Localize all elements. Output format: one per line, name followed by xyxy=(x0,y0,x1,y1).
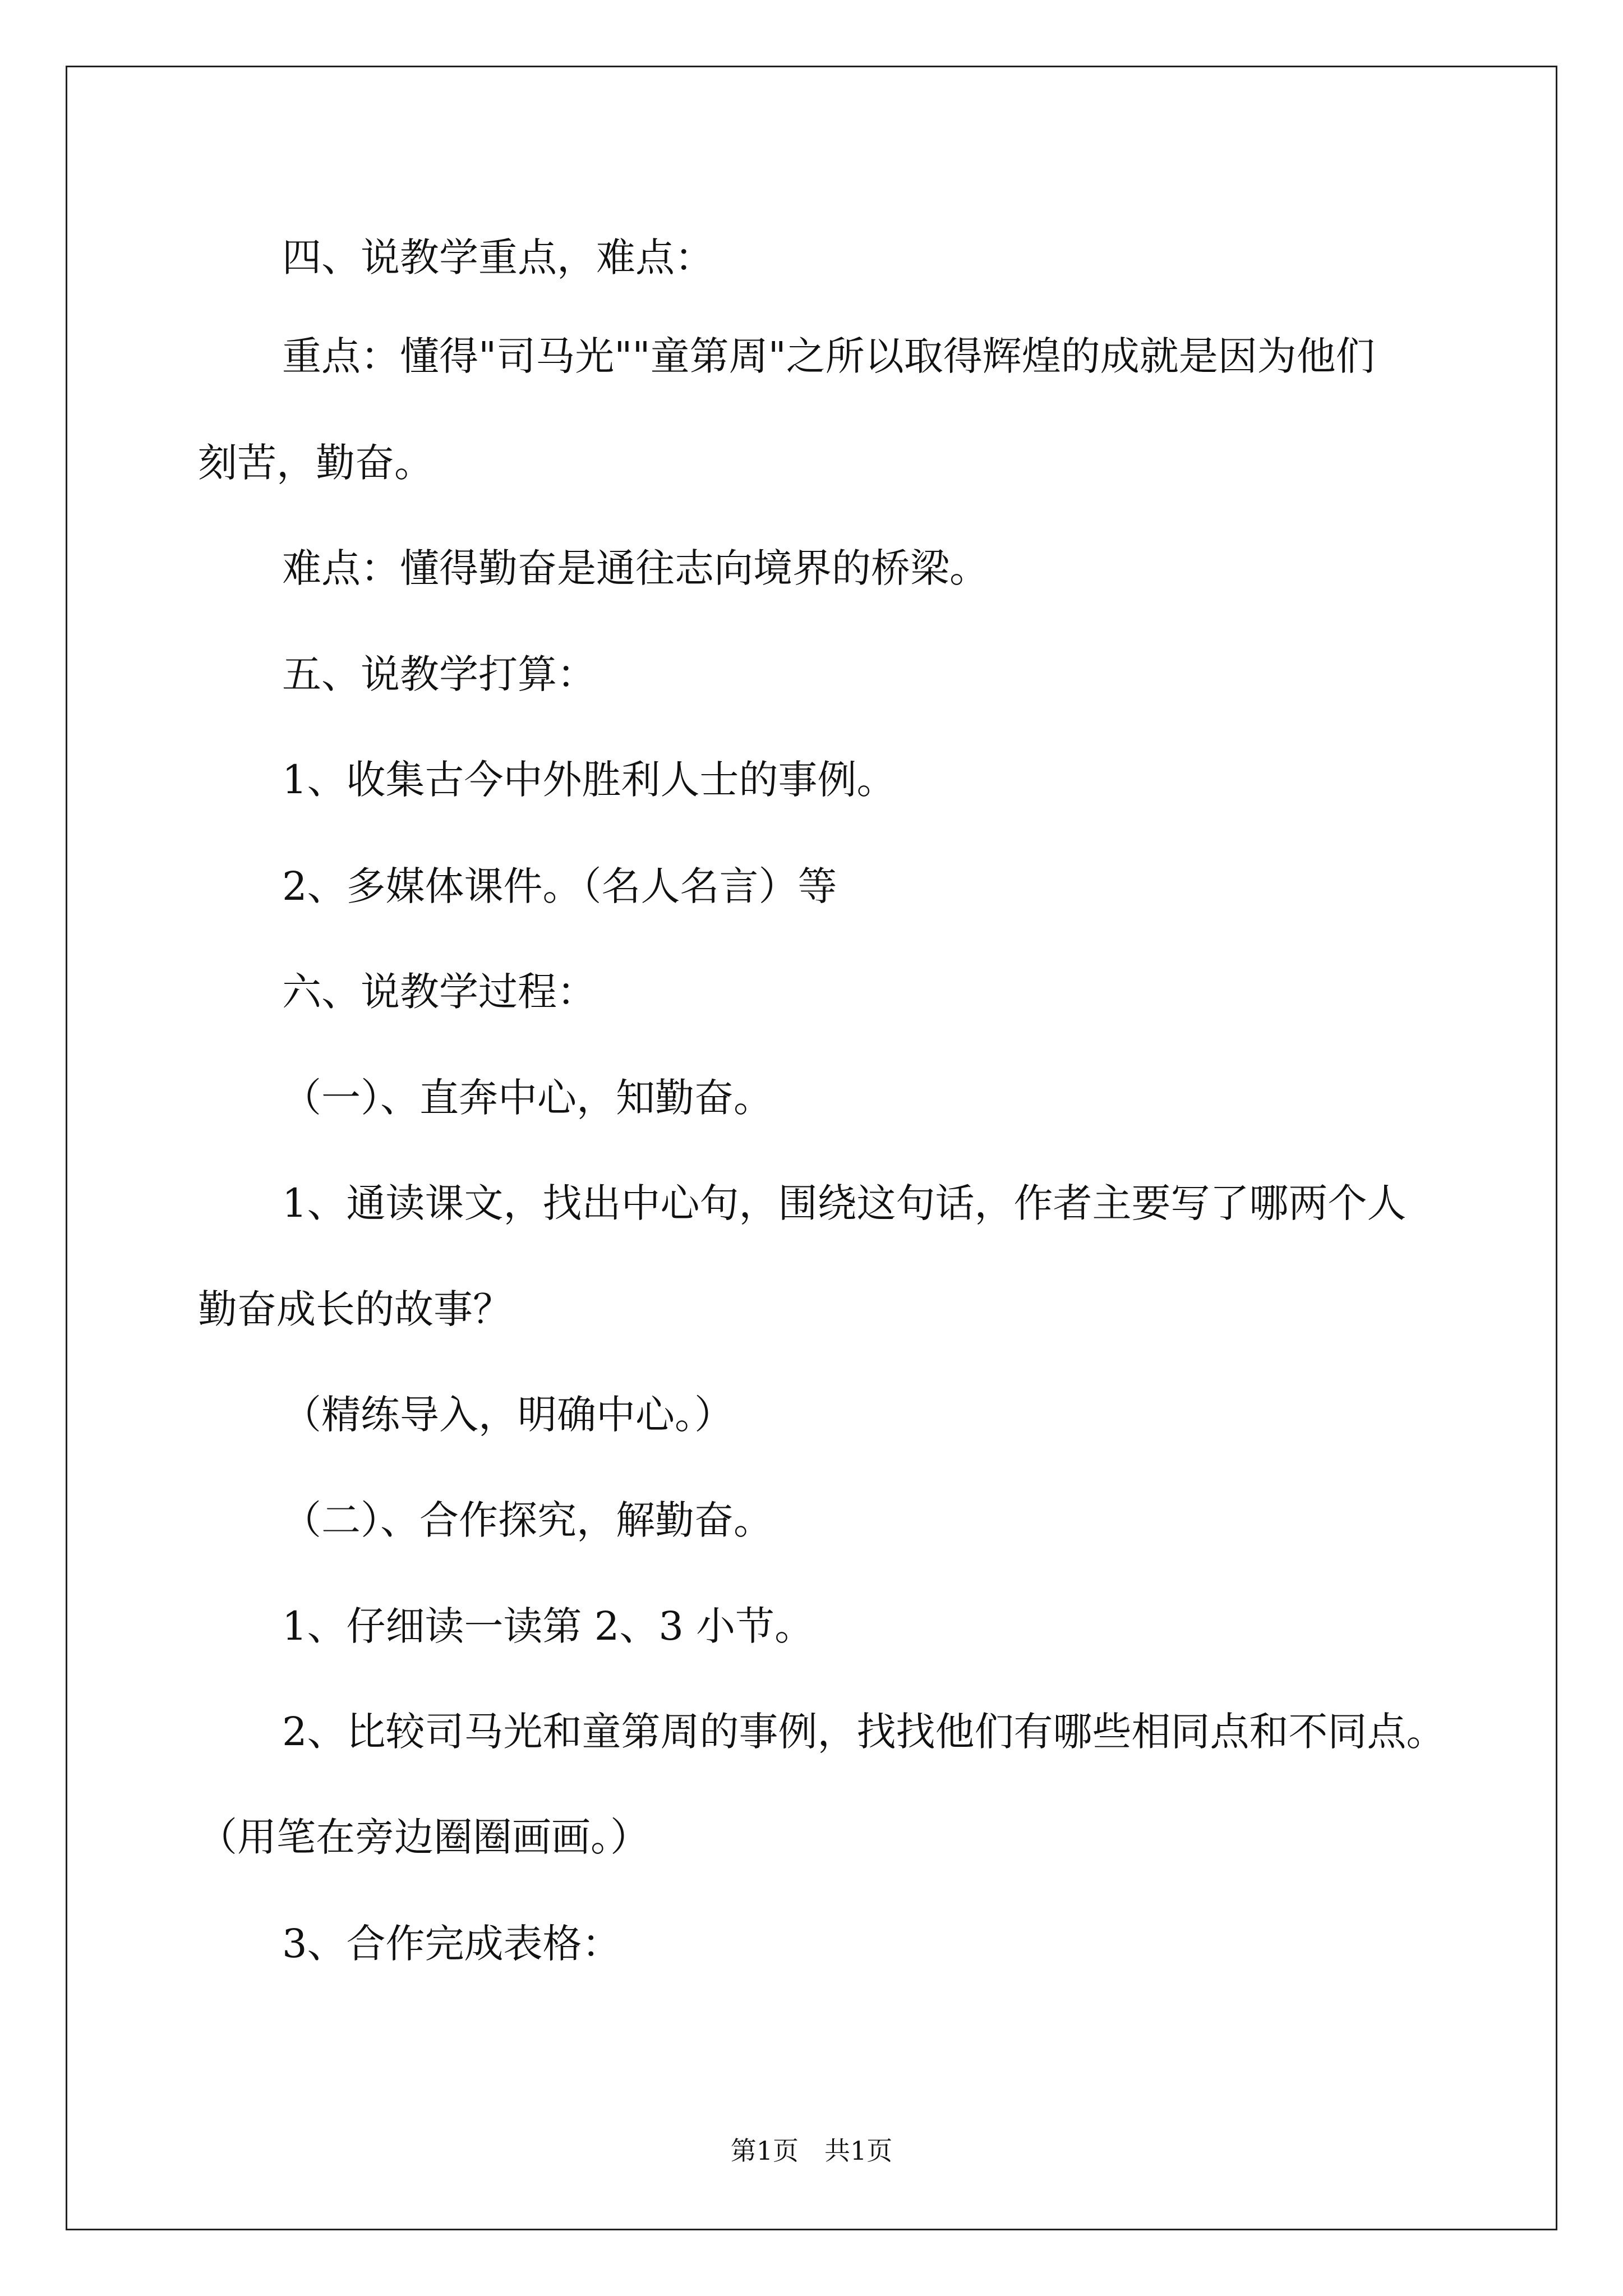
paragraph-difficulty: 难点：懂得勤奋是通往志向境界的桥梁。 xyxy=(282,545,989,591)
list-item-plan-1: 1、收集古今中外胜利人士的事例。 xyxy=(282,757,896,803)
heading-teaching-focus: 四、说教学重点，难点： xyxy=(282,234,714,280)
heading-teaching-process: 六、说教学过程： xyxy=(282,969,596,1015)
paragraph-step-2-2: 2、比较司马光和童第周的事例，找找他们有哪些相同点和不同点。 xyxy=(282,1709,1446,1755)
paragraph-step-2-3: 3、合作完成表格： xyxy=(282,1921,621,1967)
page-footer: 第1页 共1页 xyxy=(730,2136,893,2166)
paragraph-step-2-1: 1、仔细读一读第 2、3 小节。 xyxy=(282,1603,814,1649)
subheading-step-2: （二）、合作探究，解勤奋。 xyxy=(282,1497,773,1543)
paragraph-step-1-1-cont: 勤奋成长的故事？ xyxy=(198,1286,512,1332)
paragraph-step-2-2-cont: （用笔在旁边圈圈画画。） xyxy=(198,1814,649,1860)
paragraph-step-1-1: 1、通读课文，找出中心句，围绕这句话，作者主要写了哪两个人 xyxy=(282,1180,1407,1226)
paragraph-focus-cont: 刻苦，勤奋。 xyxy=(198,440,434,486)
paragraph-focus: 重点：懂得"司马光""童第周"之所以取得辉煌的成就是因为他们 xyxy=(282,333,1375,379)
list-item-plan-2: 2、多媒体课件。（名人名言）等 xyxy=(282,863,837,909)
subheading-step-1: （一）、直奔中心，知勤奋。 xyxy=(282,1075,773,1121)
heading-teaching-plan: 五、说教学打算： xyxy=(282,651,596,697)
paragraph-step-1-note: （精练导入，明确中心。） xyxy=(282,1392,734,1438)
page-border xyxy=(66,66,1557,2230)
